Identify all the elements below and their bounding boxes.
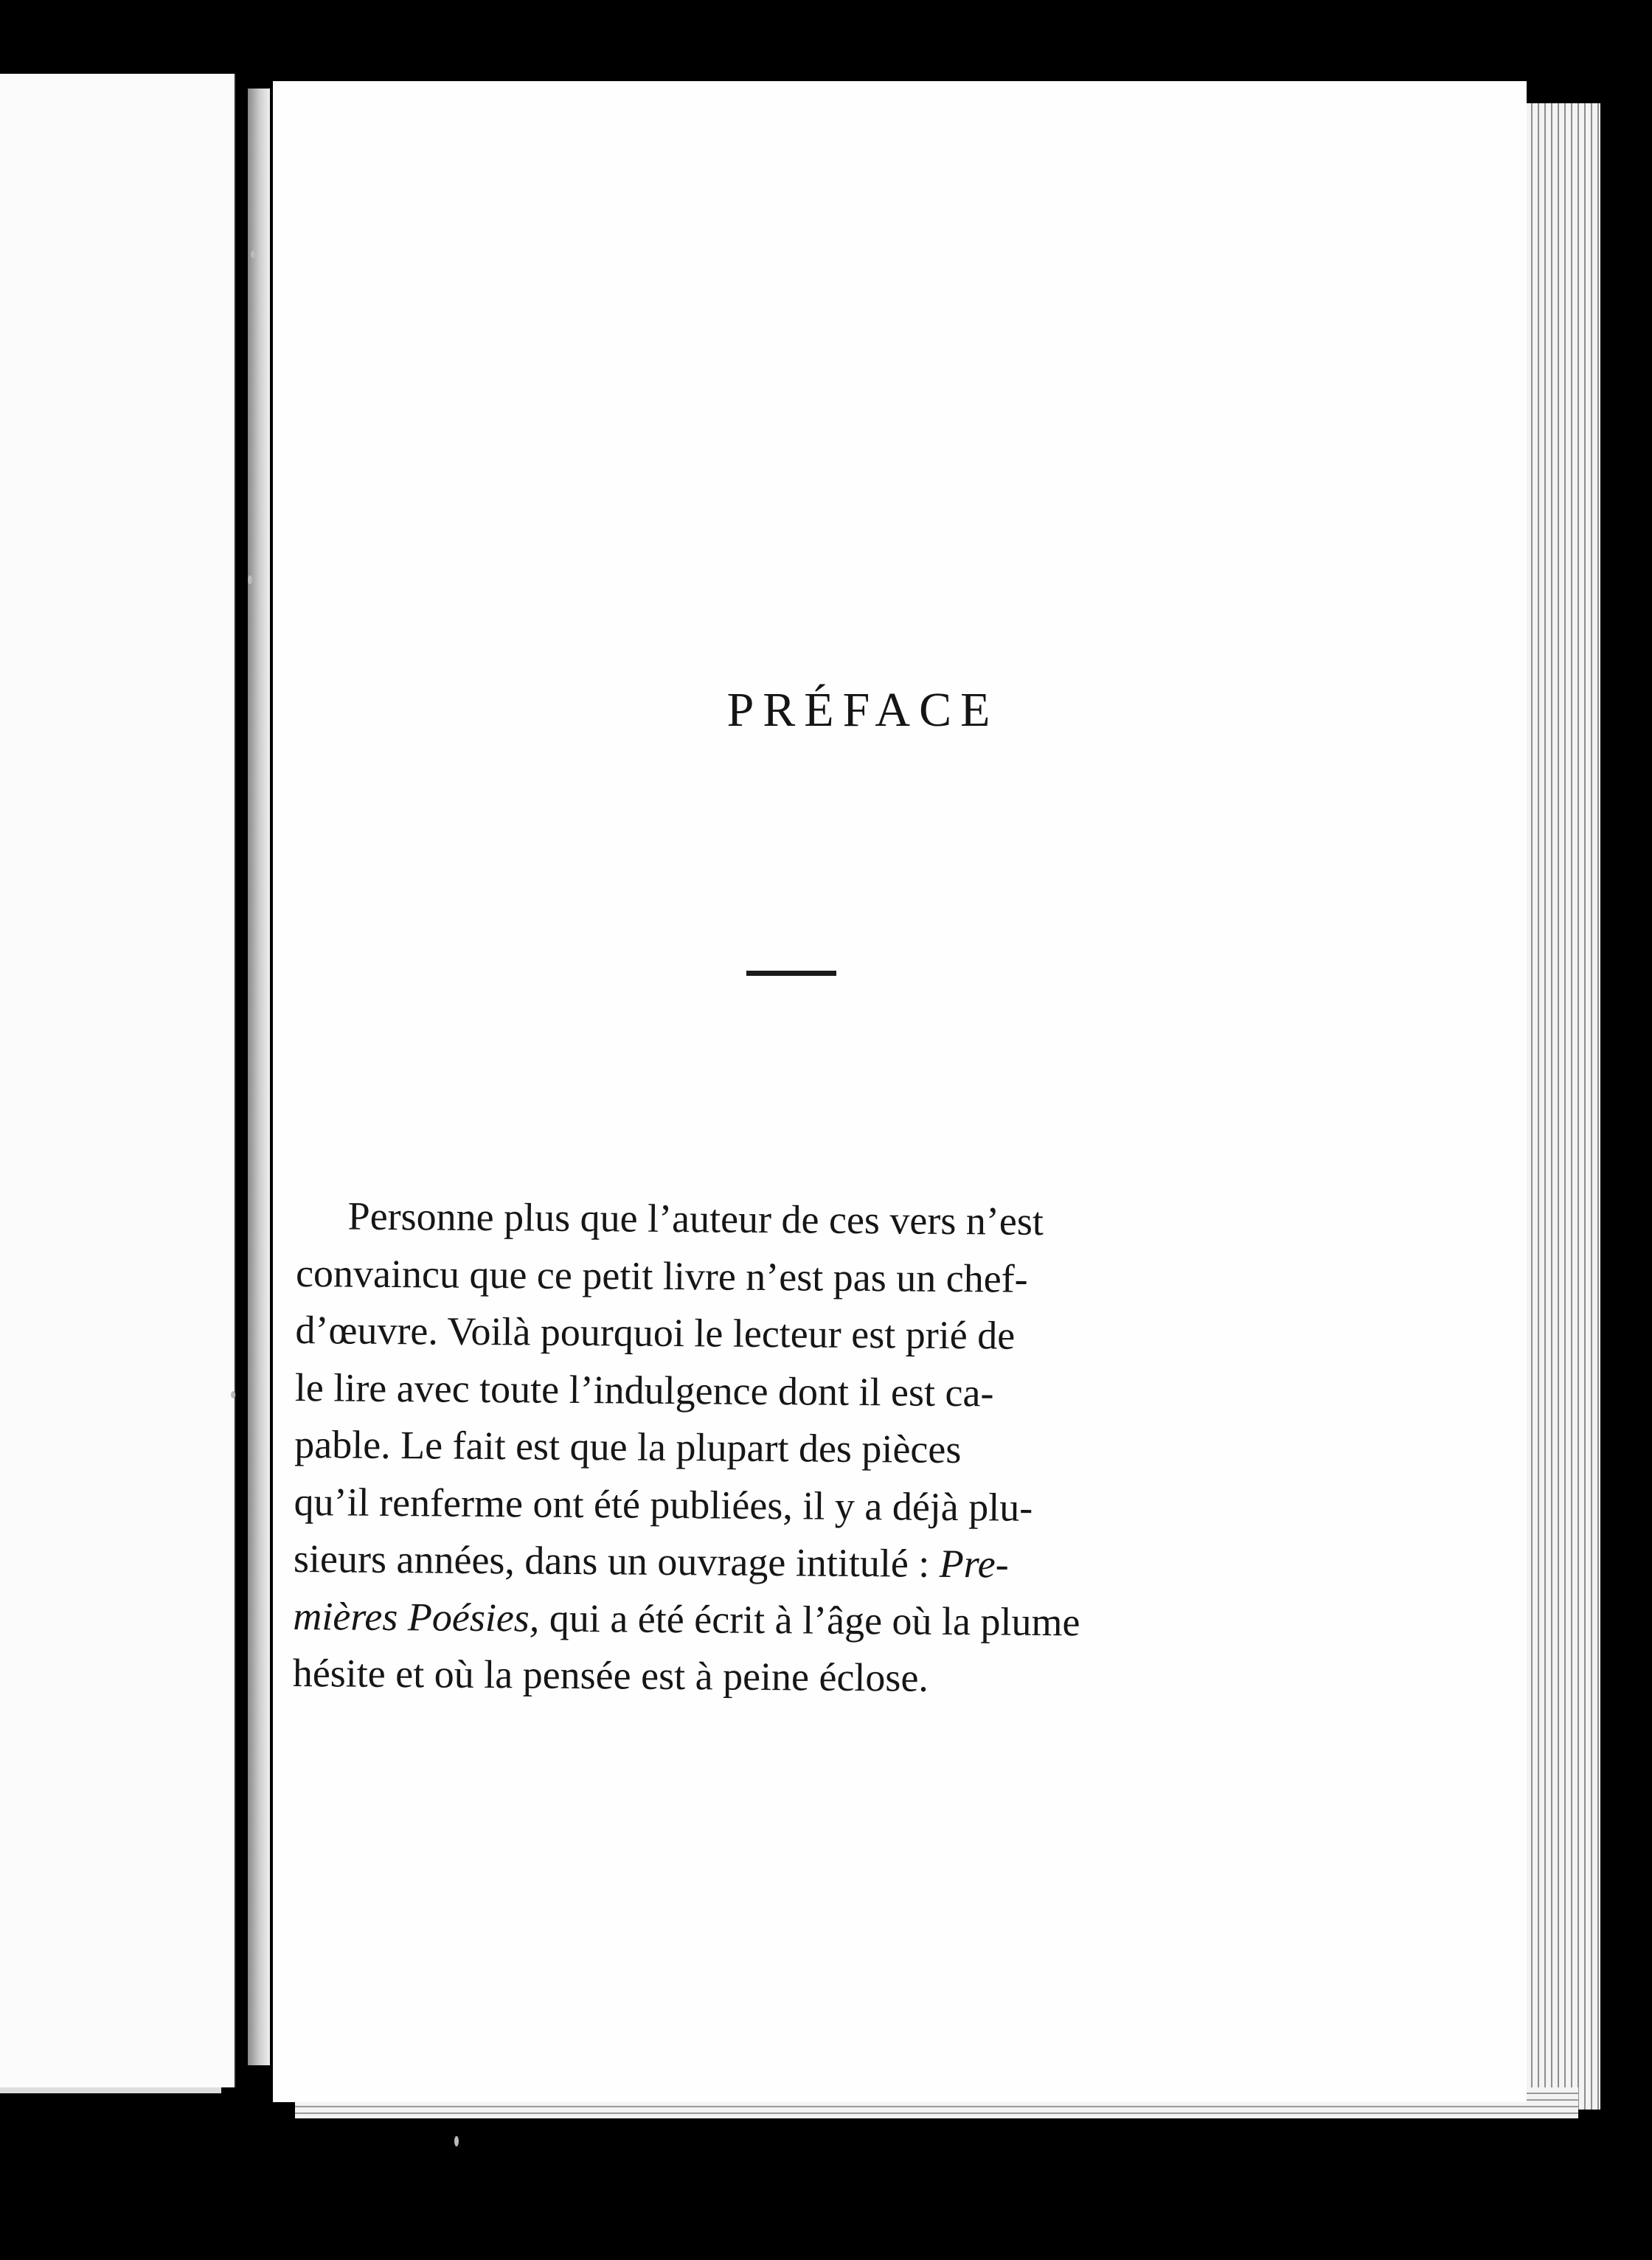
title-rule (746, 971, 836, 976)
scan-speck (231, 1391, 235, 1398)
scan-speck (454, 2136, 459, 2146)
book-gutter (248, 89, 270, 2065)
paragraph-line-with-italic (293, 1587, 1267, 1652)
paragraph-line: d’œuvre. Voilà pourquoi le lecteur est prié de (295, 1307, 1016, 1358)
paragraph-line: Personne plus que l’auteur de ces vers n’est (347, 1193, 1044, 1244)
page-title: PRÉFACE (726, 683, 999, 737)
italic-book-title: Pre- (939, 1541, 1010, 1587)
italic-book-title: mières Poésies, (293, 1593, 540, 1640)
scan-speck (251, 251, 255, 258)
preface-paragraph (293, 1188, 1270, 1710)
left-page-edge (0, 2087, 221, 2093)
paragraph-line: qu’il renferme ont été publiées, il y a déjà plu- (294, 1479, 1033, 1530)
page-stack-edge (1519, 103, 1600, 2110)
paragraph-line-with-italic (294, 1531, 1268, 1595)
right-page (273, 81, 1527, 2102)
paragraph-line: pable. Le fait est que la plupart des pièces (294, 1421, 962, 1472)
paragraph-line: hésite et où la pensée est à peine éclose. (292, 1650, 929, 1700)
paragraph-line: convaincu que ce petit livre n’est pas un chef- (295, 1250, 1028, 1301)
left-page (0, 74, 236, 2087)
paragraph-line-plain: sieurs années, dans un ouvrage intitulé : (293, 1536, 940, 1586)
paragraph-line-plain: qui a été écrit à l’âge où la plume (539, 1595, 1080, 1644)
scan-speck (248, 575, 252, 584)
paragraph-line: le lire avec toute l’indulgence dont il est ca- (294, 1365, 994, 1415)
